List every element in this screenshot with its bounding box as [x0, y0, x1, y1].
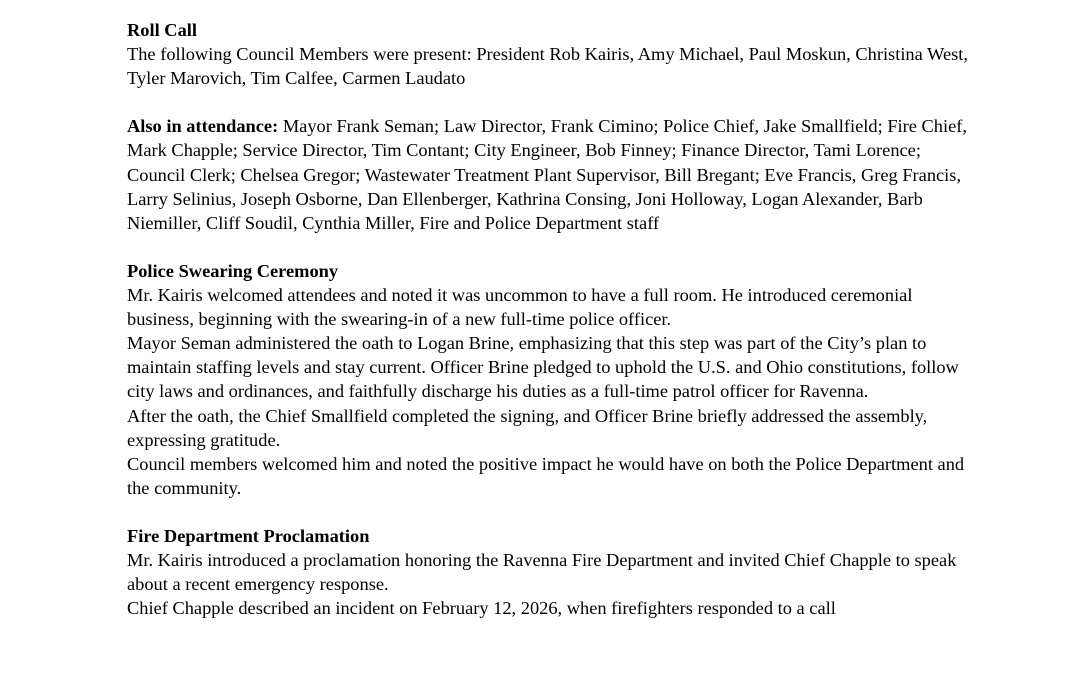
roll-call-heading: Roll Call [127, 20, 197, 40]
minutes-page [127, 18, 977, 644]
fire-proclamation-section [127, 524, 977, 620]
roll-call-text: The following Council Members were present: President Rob Kairis, Amy Michael, Paul Moskun, Christina West, Tyler Marovich, Tim Calfee, Carmen Laudato [127, 44, 968, 89]
attendance-section [127, 114, 977, 234]
attendance-paragraph [127, 114, 977, 234]
police-ceremony-paragraph: Mayor Seman administered the oath to Logan Brine, emphasizing that this step was part of the City’s plan to maintain staffing levels and stay current. Officer Brine pledged to uphold the U.S. and Ohio constitutions, follow city laws and ordinances, and faithfully discharge his duties as a full-time patrol officer for Ravenna. [127, 333, 959, 402]
police-ceremony-paragraph: Mr. Kairis welcomed attendees and noted it was uncommon to have a full room. He introduced ceremonial business, beginning with the swearing-in of a new full-time police officer. [127, 285, 913, 330]
fire-proclamation-paragraph: Mr. Kairis introduced a proclamation honoring the Ravenna Fire Department and invited Chief Chapple to speak about a recent emergency response. [127, 550, 957, 595]
fire-proclamation-paragraph: Chief Chapple described an incident on February 12, 2026, when firefighters responded to a call [127, 598, 836, 619]
attendance-label: Also in attendance: [127, 116, 279, 137]
fire-proclamation-heading: Fire Department Proclamation [127, 525, 370, 546]
roll-call-section [127, 18, 977, 90]
attendance-text: Mayor Frank Seman; Law Director, Frank Cimino; Police Chief, Jake Smallfield; Fire Chief, Mark Chapple; Service Director, Tim Contant; City Engineer, Bob Finney; Finance Director, Tami Lorence; Council Clerk; Chelsea Gregor; Wastewater Treatment Plant Supervisor, Bill Bregant; Eve Francis, Greg Francis, Larry Selinius, Joseph Osborne, Dan Ellenberger, Kathrina Consing, Joni Holloway, Logan Alexander, Barb Niemiller, Cliff Soudil, Cynthia Miller, Fire and Police Department staff [127, 116, 967, 233]
police-ceremony-paragraph: Council members welcomed him and noted the positive impact he would have on both the Police Department and the community. [127, 453, 965, 498]
police-ceremony-heading: Police Swearing Ceremony [127, 260, 339, 281]
police-ceremony-paragraph: After the oath, the Chief Smallfield completed the signing, and Officer Brine briefly addressed the assembly, expressing gratitude. [127, 405, 928, 450]
police-ceremony-section [127, 259, 977, 500]
